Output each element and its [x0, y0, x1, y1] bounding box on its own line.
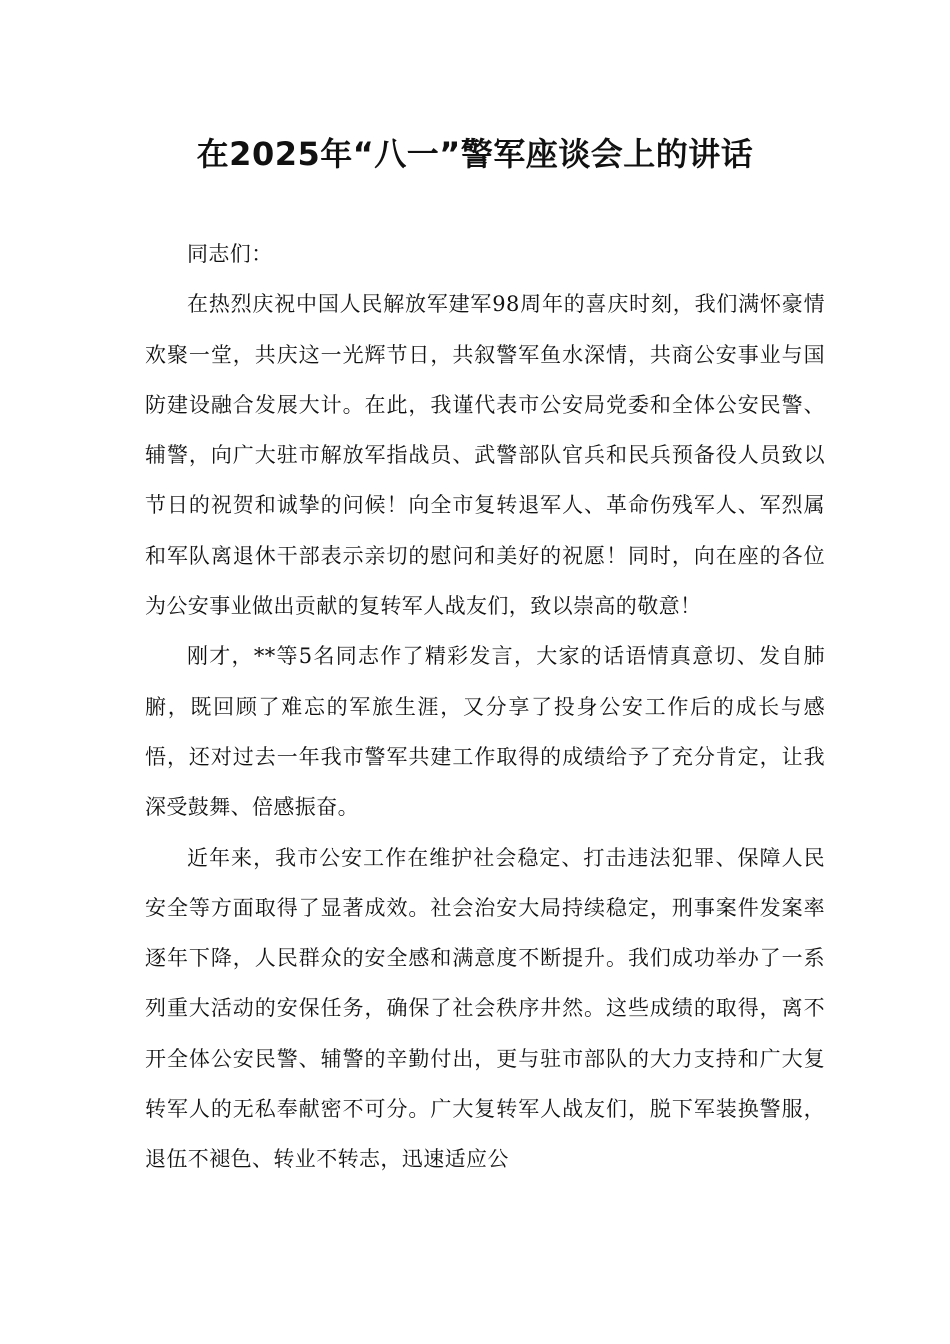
document-title: 在2025年“八一”警军座谈会上的讲话	[196, 135, 754, 173]
document-body	[145, 229, 825, 1185]
paragraph: 在热烈庆祝中国人民解放军建军98周年的喜庆时刻，我们满怀豪情欢聚一堂，共庆这一光辉节日，共叙警军鱼水深情，共商公安事业与国防建设融合发展大计。在此，我谨代表市公安局党委和全体公安民警、辅警，向广大驻市解放军指战员、武警部队官兵和民兵预备役人员致以节日的祝贺和诚挚的问候！向全市复转退军人、革命伤残军人、军烈属和军队离退休干部表示亲切的慰问和美好的祝愿！同时，向在座的各位为公安事业做出贡献的复转军人战友们，致以崇高的敬意！	[145, 292, 825, 619]
paragraph: 刚才，**等5名同志作了精彩发言，大家的话语情真意切、发自肺腑，既回顾了难忘的军旅生涯，又分享了投身公安工作后的成长与感悟，还对过去一年我市警军共建工作取得的成绩给予了充分肯定，让我深受鼓舞、倍感振奋。	[145, 644, 825, 820]
salutation: 同志们：	[187, 242, 273, 266]
paragraph: 近年来，我市公安工作在维护社会稳定、打击违法犯罪、保障人民安全等方面取得了显著成效。社会治安大局持续稳定，刑事案件发案率逐年下降，人民群众的安全感和满意度不断提升。我们成功举办了一系列重大活动的安保任务，确保了社会秩序井然。这些成绩的取得，离不开全体公安民警、辅警的辛勤付出，更与驻市部队的大力支持和广大复转军人的无私奉献密不可分。广大复转军人战友们，脱下军装换警服，退伍不褪色、转业不转志，迅速适应公	[145, 845, 825, 1172]
